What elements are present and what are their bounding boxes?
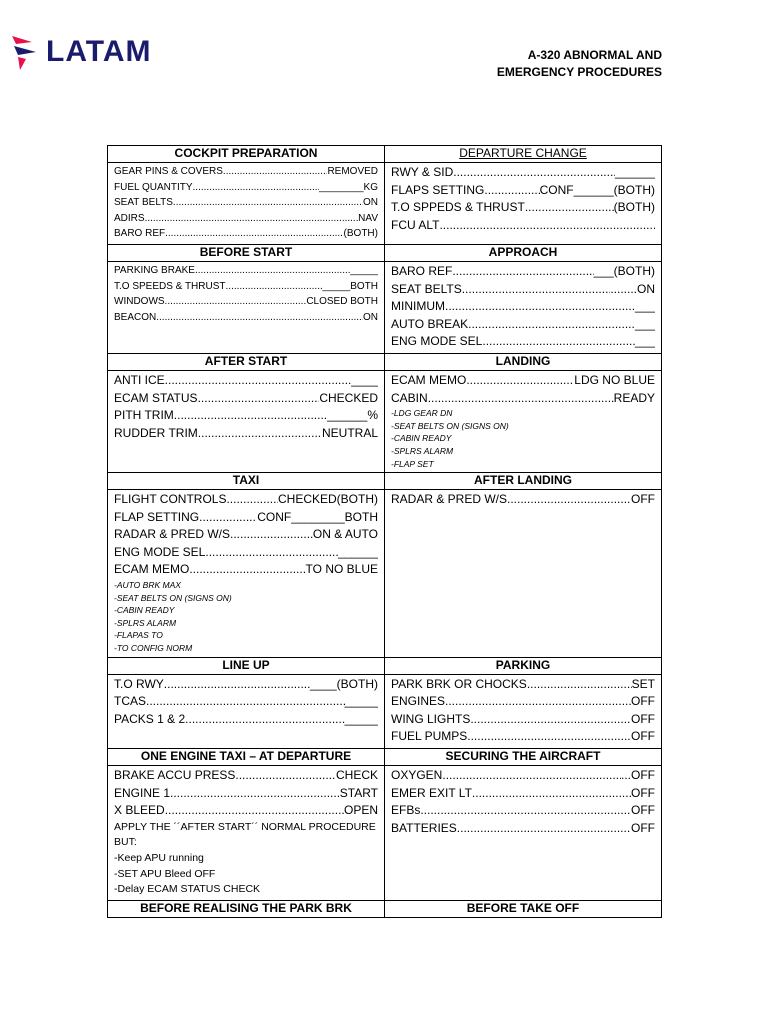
leader-dots	[165, 802, 344, 820]
leader-dots	[442, 767, 621, 785]
checklist-item-value: NAV	[358, 212, 378, 224]
checklist-item	[114, 211, 378, 227]
leader-dots	[226, 279, 323, 295]
leader-dots	[482, 333, 635, 351]
section-cockpit-preparation	[108, 163, 385, 245]
leader-dots	[452, 263, 593, 281]
checklist-item	[114, 195, 378, 211]
checklist-item-value: OFF	[631, 785, 655, 800]
checklist-item	[391, 298, 655, 316]
section-after-landing	[385, 490, 662, 658]
leader-dots	[174, 407, 328, 425]
checklist-item-label: EFBs	[391, 803, 421, 818]
leader-dots	[439, 217, 655, 235]
checklist-item-label: BARO REF	[391, 263, 453, 278]
checklist-item	[391, 263, 655, 281]
checklist-item-value: OFF	[631, 820, 655, 835]
header-before-realising-park-brk: BEFORE REALISING THE PARK BRK	[108, 900, 385, 917]
checklist-item-label: WINDOWS	[114, 296, 165, 308]
checklist-item	[391, 711, 655, 729]
checklist-item	[391, 767, 655, 785]
checklist-table	[107, 145, 662, 918]
leader-dots	[146, 693, 345, 711]
checklist-item	[391, 281, 655, 299]
leader-dots	[420, 802, 631, 820]
leader-dots	[428, 390, 614, 408]
checklist-item-label: AUTO BREAK	[391, 316, 469, 331]
checklist-item	[114, 491, 378, 509]
procedure-text-line: APPLY THE ´´AFTER START´´ NORMAL PROCEDURE	[114, 820, 376, 833]
checklist-item-label: BARO REF	[114, 228, 166, 240]
leader-dots	[185, 711, 344, 729]
leader-dots	[205, 544, 338, 562]
checklist-item-label: WING LIGHTS	[391, 711, 471, 726]
checklist-item-label: ANTI ICE	[114, 372, 165, 387]
checklist-item	[114, 711, 378, 729]
checklist-item-value: CONF______(BOTH)	[539, 182, 655, 197]
checklist-item-label: FUEL PUMPS	[391, 729, 468, 744]
checklist-item	[391, 491, 655, 509]
header-after-start: AFTER START	[108, 353, 385, 370]
leader-dots	[507, 491, 631, 509]
leader-dots	[223, 164, 328, 180]
checklist-item	[391, 164, 655, 182]
checklist-item-label: CABIN	[391, 390, 428, 405]
checklist-item	[114, 767, 378, 785]
note-line: -CABIN READY	[391, 433, 452, 444]
leader-dots	[145, 211, 359, 227]
procedure-text-line: -Keep APU running	[114, 851, 204, 864]
checklist-item-label: RUDDER TRIM	[114, 425, 198, 440]
leader-dots	[235, 767, 336, 785]
checklist-item-label: BEACON	[114, 311, 157, 323]
leader-dots	[195, 263, 350, 279]
checklist-item-label: RADAR & PRED W/S	[114, 527, 231, 542]
checklist-item-value: CHECKED(BOTH)	[277, 492, 378, 507]
header-parking: PARKING	[385, 657, 662, 674]
leader-dots	[527, 676, 632, 694]
leader-dots	[170, 785, 340, 803]
header-securing-aircraft: SECURING THE AIRCRAFT	[385, 749, 662, 766]
checklist-item	[391, 785, 655, 803]
checklist-item-value: _____	[350, 264, 378, 276]
checklist-item-value: _____	[344, 694, 378, 709]
checklist-item-label: FCU ALT	[391, 217, 440, 232]
checklist-item-value: ___	[634, 299, 655, 314]
leader-dots	[198, 425, 322, 443]
checklist-item-label: EMER EXIT LT	[391, 785, 472, 800]
checklist-item	[391, 802, 655, 820]
note-line: -SPLRS ALARM	[391, 445, 454, 456]
checklist-item	[114, 390, 378, 408]
checklist-item-value: ______	[614, 165, 655, 179]
checklist-item-label: ECAM MEMO	[114, 562, 190, 577]
header-taxi: TAXI	[108, 473, 385, 490]
checklist-item	[391, 182, 655, 200]
checklist-item	[114, 693, 378, 711]
checklist-item-value: _____	[344, 711, 378, 726]
section-one-engine-taxi	[108, 766, 385, 901]
section-after-start	[108, 370, 385, 472]
header-approach: APPROACH	[385, 244, 662, 261]
document-title-line1: A-320 ABNORMAL AND	[527, 48, 662, 62]
leader-dots	[445, 298, 635, 316]
checklist-item	[114, 785, 378, 803]
checklist-item	[114, 509, 378, 527]
section-landing	[385, 370, 662, 472]
checklist-item	[391, 333, 655, 351]
checklist-item-label: PACKS 1 & 2	[114, 711, 186, 726]
header-before-take-off: BEFORE TAKE OFF	[385, 900, 662, 917]
document-title-line2: EMERGENCY PROCEDURES	[496, 65, 662, 79]
leader-dots	[472, 785, 631, 803]
checklist-item-label: ENGINES	[391, 694, 446, 709]
checklist-item-label: FLAP SETTING	[114, 509, 200, 524]
checklist-item	[391, 693, 655, 711]
section-before-start	[108, 261, 385, 353]
leader-dots	[226, 491, 278, 509]
checklist-item-label: OXYGEN	[391, 768, 443, 782]
checklist-item-label: MINIMUM	[391, 299, 445, 314]
checklist-item	[114, 802, 378, 820]
checklist-item	[114, 279, 378, 295]
checklist-item-label: ENGINE 1	[114, 785, 171, 800]
leader-dots	[457, 820, 631, 838]
checklist-item-label: ADIRS	[114, 212, 145, 224]
section-securing-aircraft	[385, 766, 662, 901]
checklist-item-label: FLAPS SETTING	[391, 182, 485, 197]
checklist-item-value: ___(BOTH)	[593, 263, 655, 278]
checklist-item-value: TO NO BLUE	[305, 562, 378, 577]
checklist-item	[391, 728, 655, 746]
checklist-item-value: OFF	[631, 711, 655, 726]
leader-dots	[193, 180, 320, 196]
latam-logo-icon	[10, 32, 40, 72]
checklist-item-value: OFF	[631, 694, 655, 709]
checklist-item-value: REMOVED	[327, 166, 378, 177]
checklist-item-value: ........ON	[610, 281, 655, 296]
checklist-item	[114, 372, 378, 390]
section-parking	[385, 674, 662, 748]
checklist-item-label: SEAT BELTS	[114, 197, 173, 209]
checklist-item-value: CLOSED BOTH	[306, 296, 378, 308]
checklist-item-label: X BLEED	[114, 803, 165, 818]
leader-dots	[173, 195, 363, 211]
leader-dots	[230, 526, 313, 544]
note-line: -FLAPAS TO	[114, 630, 163, 641]
procedure-text-line: BUT:	[114, 836, 137, 849]
note-line: -CABIN READY	[114, 605, 175, 616]
checklist-item	[114, 310, 378, 326]
note-line: -TO CONFIG NORM	[114, 643, 193, 654]
checklist-item-value: ________KG	[319, 181, 378, 193]
checklist-item-value: CHECKED	[319, 390, 378, 405]
leader-dots	[466, 372, 574, 390]
checklist-item-value: ON & AUTO	[312, 527, 378, 542]
checklist-item	[391, 199, 655, 217]
checklist-item	[391, 316, 655, 334]
procedure-text-line: -Delay ECAM STATUS CHECK	[114, 883, 261, 896]
checklist-item	[391, 676, 655, 694]
checklist-item	[391, 390, 655, 408]
leader-dots	[468, 316, 635, 334]
section-approach	[385, 261, 662, 353]
checklist-item-label: ENG MODE SEL	[114, 544, 206, 559]
checklist-item-label: PARKING BRAKE	[114, 264, 195, 276]
checklist-item-label: ECAM STATUS	[114, 390, 198, 405]
checklist-item-label: T.O SPPEDS & THRUST	[391, 200, 525, 215]
checklist-item-value: _____BOTH	[322, 280, 378, 292]
header-cockpit-preparation: COCKPIT PREPARATION	[108, 146, 385, 163]
leader-dots	[164, 676, 310, 694]
note-line: -SEAT BELTS ON (SIGNS ON)	[114, 592, 232, 603]
note-line: -AUTO BRK MAX	[114, 580, 181, 591]
checklist-item-label: PARK BRK OR CHOCKS	[391, 676, 527, 691]
note-line: -SEAT BELTS ON (SIGNS ON)	[391, 420, 509, 431]
leader-dots	[525, 199, 614, 217]
checklist-item-value: (BOTH)	[613, 200, 655, 215]
note-line: -SPLRS ALARM	[114, 617, 177, 628]
checklist-item-label: GEAR PINS & COVERS	[114, 166, 223, 177]
checklist-item	[114, 407, 378, 425]
checklist-item	[114, 676, 378, 694]
checklist-item-value: ___	[634, 334, 655, 349]
checklist-item-value: CHECK	[335, 768, 378, 782]
checklist-item	[114, 561, 378, 579]
checklist-item-value: START	[339, 785, 378, 800]
section-taxi	[108, 490, 385, 658]
checklist-item-label: SEAT BELTS	[391, 281, 462, 296]
note-line: -LDG GEAR DN	[391, 408, 453, 419]
checklist-item-label: BATTERIES	[391, 820, 457, 835]
checklist-item-value: ___	[634, 316, 655, 331]
leader-dots	[199, 509, 257, 527]
checklist-item	[114, 180, 378, 196]
checklist-item-value: OPEN	[343, 803, 378, 818]
leader-dots	[156, 310, 363, 326]
procedure-text-line: -SET APU Bleed OFF	[114, 867, 216, 880]
brand-logo	[10, 32, 152, 72]
leader-dots	[484, 182, 539, 200]
checklist-item-label: T.O SPEEDS & THRUST	[114, 280, 226, 292]
checklist-item-value: READY	[613, 390, 655, 405]
header-landing: LANDING	[385, 353, 662, 370]
leader-dots	[189, 561, 305, 579]
checklist-item-label: TCAS	[114, 694, 147, 709]
leader-dots	[445, 693, 631, 711]
header-departure-change-label: DEPARTURE CHANGE	[459, 146, 587, 160]
leader-dots	[165, 226, 343, 242]
checklist-item	[391, 820, 655, 838]
leader-dots	[165, 372, 352, 390]
checklist-item-value: ON	[363, 197, 378, 209]
leader-dots	[165, 294, 307, 310]
leader-dots	[470, 711, 631, 729]
checklist-item	[114, 425, 378, 443]
checklist-item	[391, 217, 655, 235]
checklist-item-label: RADAR & PRED W/S	[391, 492, 508, 507]
section-departure-change	[385, 163, 662, 245]
checklist-item-value: ______	[337, 544, 378, 559]
checklist-item-label: ECAM MEMO	[391, 372, 467, 387]
checklist-item-label: RWY & SID	[391, 165, 454, 179]
header-after-landing: AFTER LANDING	[385, 473, 662, 490]
leader-dots	[198, 390, 320, 408]
header-before-start: BEFORE START	[108, 244, 385, 261]
checklist-item	[391, 372, 655, 390]
checklist-item	[114, 526, 378, 544]
checklist-item-label: PITH TRIM	[114, 408, 174, 423]
checklist-item-label: FUEL QUANTITY	[114, 181, 193, 193]
leader-dots	[467, 728, 631, 746]
checklist-item-label: FLIGHT CONTROLS	[114, 492, 227, 507]
section-line-up	[108, 674, 385, 748]
checklist-item-label: ENG MODE SEL	[391, 334, 483, 349]
checklist-item-value: OFF	[631, 803, 655, 818]
checklist-item-value: ____(BOTH)	[309, 676, 378, 691]
checklist-item	[114, 263, 378, 279]
checklist-item-label: T.O RWY	[114, 676, 164, 691]
checklist-item	[114, 226, 378, 242]
header-one-engine-taxi: ONE ENGINE TAXI – AT DEPARTURE	[108, 749, 385, 766]
checklist-item-value: NEUTRAL	[321, 425, 378, 440]
checklist-item-value: ______%	[327, 408, 378, 423]
checklist-item	[114, 164, 378, 180]
leader-dots	[462, 281, 611, 299]
checklist-item-value: SET	[631, 676, 655, 691]
checklist-item-value: ____	[351, 372, 378, 387]
checklist-item	[114, 544, 378, 562]
header-line-up: LINE UP	[108, 657, 385, 674]
checklist-item-value: OFF	[631, 729, 655, 744]
checklist-item-value: CONF________BOTH	[257, 509, 378, 524]
document-title	[440, 47, 662, 81]
checklist-item-value: ...OFF	[621, 768, 655, 782]
checklist-item-value: (BOTH)	[343, 228, 378, 240]
checklist-item	[114, 294, 378, 310]
checklist-item-value: LDG NO BLUE	[574, 372, 655, 387]
checklist-item-value: OFF	[631, 492, 655, 507]
header-departure-change	[385, 146, 662, 163]
brand-name: LATAM	[46, 35, 152, 68]
checklist-item-value: ON	[363, 311, 378, 323]
checklist-item-label: BRAKE ACCU PRESS	[114, 768, 236, 782]
leader-dots	[453, 164, 615, 182]
note-line: -FLAP SET	[391, 458, 434, 469]
